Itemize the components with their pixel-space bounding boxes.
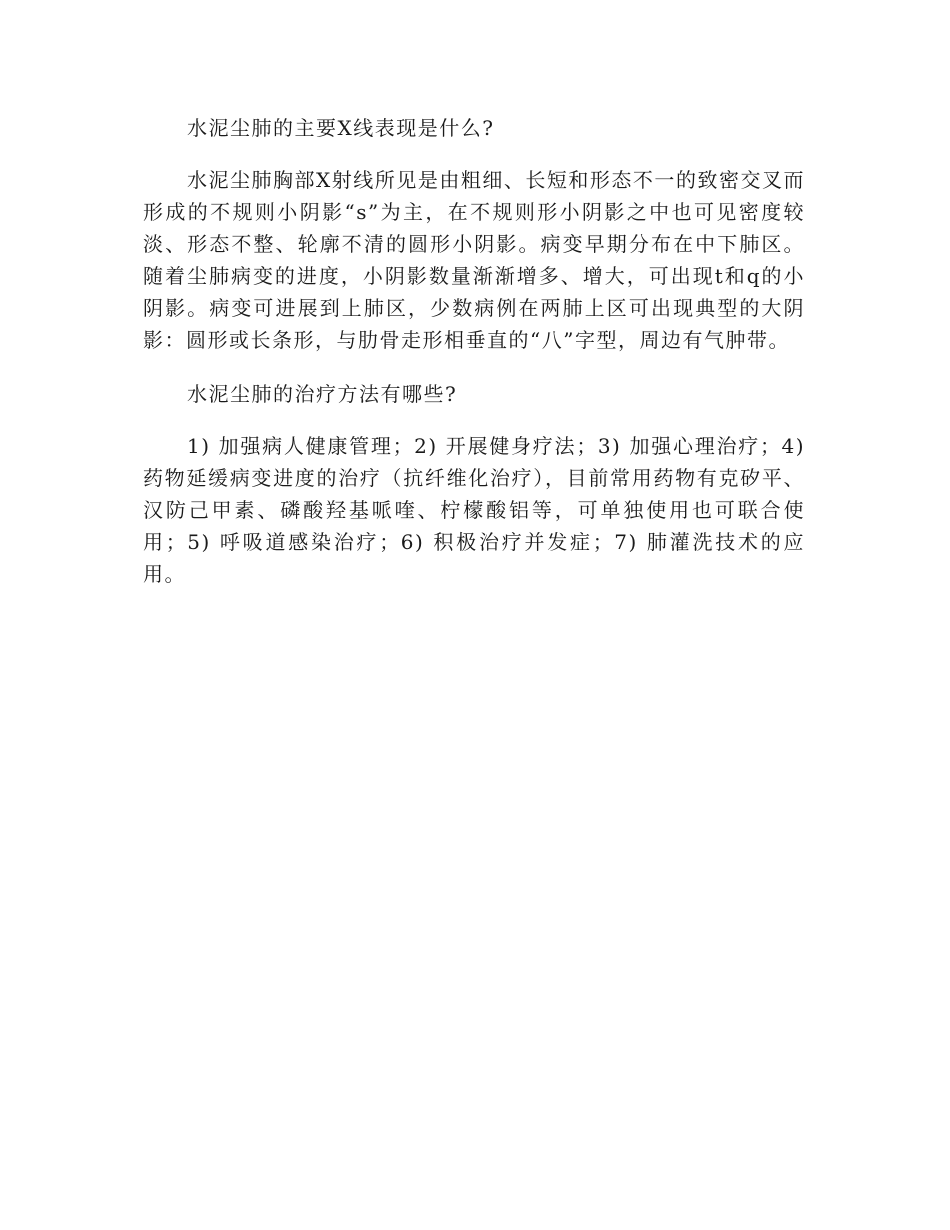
- answer-xray-paragraph: 水泥尘肺胸部X射线所见是由粗细、长短和形态不一的致密交叉而形成的不规则小阴影“s”为主，在不规则形小阴影之中也可见密度较淡、形态不整、轮廓不清的圆形小阴影。病变早期分布在中下肺区。随着尘肺病变的进度，小阴影数量渐渐增多、增大，可出现t和q的小阴影。病变可进展到上肺区，少数病例在两肺上区可出现典型的大阴影：圆形或长条形，与肋骨走形相垂直的“八”字型，周边有气肿带。: [143, 168, 805, 352]
- answer-treatment-paragraph: 1) 加强病人健康管理；2) 开展健身疗法；3) 加强心理治疗；4) 药物延缓病变进度的治疗（抗纤维化治疗），目前常用药物有克矽平、汉防己甲素、磷酸羟基哌喹、柠檬酸铝等，可单独使用也可联合使用；5) 呼吸道感染治疗；6) 积极治疗并发症；7) 肺灌洗技术的应用。: [143, 434, 805, 586]
- document-body: [143, 112, 805, 612]
- question-treatment-heading: 水泥尘肺的治疗方法有哪些?: [187, 382, 458, 406]
- question-xray-heading: 水泥尘肺的主要X线表现是什么?: [187, 116, 495, 140]
